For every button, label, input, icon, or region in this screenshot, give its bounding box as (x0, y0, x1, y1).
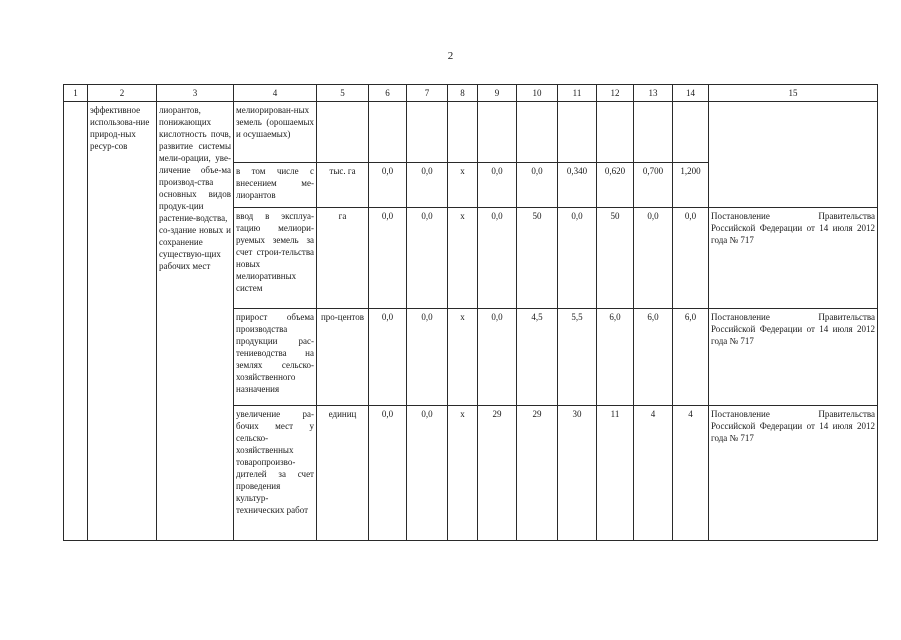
header-cell: 10 (517, 85, 558, 102)
value-cell: 0,0 (478, 208, 517, 309)
value-cell: 0,0 (478, 309, 517, 406)
value-cell (634, 102, 673, 163)
value-cell: х (448, 208, 478, 309)
indicators-table (63, 84, 878, 541)
value-cell: 0,0 (407, 406, 448, 541)
header-cell: 6 (369, 85, 407, 102)
table-header-row (64, 85, 878, 102)
value-cell (517, 102, 558, 163)
value-cell: 11 (597, 406, 634, 541)
unit-cell: единиц (317, 406, 369, 541)
header-cell: 3 (157, 85, 234, 102)
value-cell: х (448, 309, 478, 406)
value-cell: 50 (517, 208, 558, 309)
unit-cell: тыс. га (317, 163, 369, 208)
value-cell: 1,200 (673, 163, 709, 208)
header-cell: 7 (407, 85, 448, 102)
value-cell (597, 102, 634, 163)
value-cell: 0,0 (478, 163, 517, 208)
value-cell: 29 (478, 406, 517, 541)
header-cell: 9 (478, 85, 517, 102)
value-cell: 5,5 (558, 309, 597, 406)
indicator-cell: ввод в эксплуа-тацию мелиори-руемых земель за счет строи-тельства новых мелиоративных систем (234, 208, 317, 309)
unit-cell (317, 102, 369, 163)
source-cell: Постановление Правительства Российской Федерации от 14 июля 2012 года № 717 (709, 208, 878, 309)
header-cell: 5 (317, 85, 369, 102)
value-cell (673, 102, 709, 163)
value-cell: 0,700 (634, 163, 673, 208)
value-cell: 0,0 (558, 208, 597, 309)
value-cell (407, 102, 448, 163)
value-cell: 0,0 (369, 163, 407, 208)
value-cell (558, 102, 597, 163)
value-cell (448, 102, 478, 163)
header-cell: 14 (673, 85, 709, 102)
header-cell: 13 (634, 85, 673, 102)
value-cell (369, 102, 407, 163)
source-cell (709, 102, 878, 208)
unit-cell: про-центов (317, 309, 369, 406)
value-cell: 0,0 (407, 163, 448, 208)
value-cell: х (448, 163, 478, 208)
value-cell: 6,0 (634, 309, 673, 406)
value-cell: 50 (597, 208, 634, 309)
value-cell: 0,620 (597, 163, 634, 208)
value-cell: 0,0 (517, 163, 558, 208)
header-cell: 2 (88, 85, 157, 102)
header-cell: 8 (448, 85, 478, 102)
value-cell: 4 (634, 406, 673, 541)
value-cell: 4,5 (517, 309, 558, 406)
value-cell: х (448, 406, 478, 541)
task-cell: лиорантов, понижающих кислотность почв, развитие системы мели-орации, уве-личение объе-ма производ-ства основных видов продук-ции растение-водства, со-здание новых и сохранение существую-щих рабочих мест (157, 102, 234, 541)
value-cell: 0,0 (369, 309, 407, 406)
goal-cell: эффективное использова-ние природ-ных ресур-сов (88, 102, 157, 541)
header-cell: 12 (597, 85, 634, 102)
value-cell: 0,0 (369, 406, 407, 541)
value-cell: 0,0 (407, 309, 448, 406)
value-cell: 6,0 (673, 309, 709, 406)
indicator-cell: прирост объема производства продукции рас-тениеводства на землях сельско-хозяйственного назначения (234, 309, 317, 406)
value-cell: 0,0 (407, 208, 448, 309)
value-cell: 0,340 (558, 163, 597, 208)
value-cell: 29 (517, 406, 558, 541)
indicator-cell: увеличение ра-бочих мест у сельско-хозяйственных товаропроизво-дителей за счет проведения культур-технических работ (234, 406, 317, 541)
value-cell: 0,0 (369, 208, 407, 309)
value-cell: 0,0 (673, 208, 709, 309)
indicator-cell: мелиорирован-ных земель (орошаемых и осушаемых) (234, 102, 317, 163)
page-number: 2 (447, 50, 454, 62)
value-cell: 6,0 (597, 309, 634, 406)
header-cell: 1 (64, 85, 88, 102)
unit-cell: га (317, 208, 369, 309)
header-cell: 11 (558, 85, 597, 102)
value-cell: 0,0 (634, 208, 673, 309)
source-cell: Постановление Правительства Российской Федерации от 14 июля 2012 года № 717 (709, 309, 878, 406)
indicator-cell: в том числе с внесением ме-лиорантов (234, 163, 317, 208)
table-row (64, 102, 878, 163)
source-cell: Постановление Правительства Российской Федерации от 14 июля 2012 года № 717 (709, 406, 878, 541)
num-cell (64, 102, 88, 541)
value-cell: 4 (673, 406, 709, 541)
header-cell: 4 (234, 85, 317, 102)
value-cell (478, 102, 517, 163)
value-cell: 30 (558, 406, 597, 541)
header-cell: 15 (709, 85, 878, 102)
